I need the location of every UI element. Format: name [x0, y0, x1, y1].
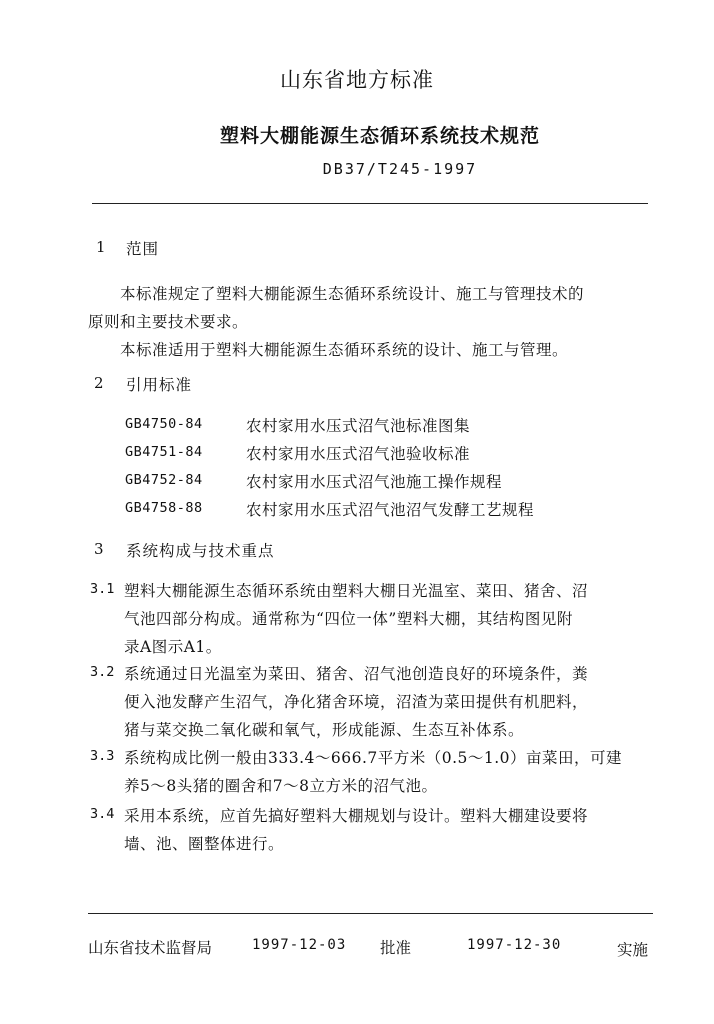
- clause-3-4-line-2: 墙、池、圈整体进行。: [124, 835, 285, 853]
- footer-effective-label: 实施: [617, 941, 649, 959]
- ref-4-title: 农村家用水压式沼气池沼气发酵工艺规程: [246, 501, 535, 519]
- clause-3-4-number: 3.4: [90, 806, 115, 822]
- ref-1-title: 农村家用水压式沼气池标准图集: [246, 417, 471, 435]
- footer-divider: [88, 913, 653, 914]
- section-1-para-1a: 本标准规定了塑料大棚能源生态循环系统设计、施工与管理技术的: [120, 285, 585, 303]
- issuing-agency: 山东省地方标准: [280, 68, 434, 92]
- clause-3-2-line-3: 猪与菜交换二氧化碳和氧气，形成能源、生态互补体系。: [124, 721, 525, 739]
- clause-3-3-number: 3.3: [90, 748, 115, 764]
- footer-approve-date: 1997-12-03: [252, 937, 347, 953]
- section-1-para-1b: 原则和主要技术要求。: [88, 313, 249, 331]
- clause-3-1-number: 3.1: [90, 581, 115, 597]
- footer-issuer: 山东省技术监督局: [88, 939, 213, 957]
- clause-3-4-line-1: 采用本系统，应首先搞好塑料大棚规划与设计。塑料大棚建设要将: [124, 807, 589, 825]
- section-2-number: 2: [94, 374, 104, 392]
- ref-3-code: GB4752-84: [125, 472, 203, 488]
- ref-2-title: 农村家用水压式沼气池验收标准: [246, 445, 471, 463]
- footer-effective-date: 1997-12-30: [467, 937, 562, 953]
- section-3-number: 3: [94, 540, 104, 558]
- ref-4-code: GB4758-88: [125, 500, 203, 516]
- standard-code: DB37/T245-1997: [322, 160, 478, 178]
- ref-2-code: GB4751-84: [125, 444, 203, 460]
- clause-3-2-line-2: 便入池发酵产生沼气，净化猪舍环境，沼渣为菜田提供有机肥料，: [124, 693, 589, 711]
- ref-1-code: GB4750-84: [125, 416, 203, 432]
- section-1-para-2: 本标准适用于塑料大棚能源生态循环系统的设计、施工与管理。: [120, 341, 569, 359]
- clause-3-3-line-2: 养5～8头猪的圈舍和7～8立方米的沼气池。: [124, 777, 438, 795]
- clause-3-1-line-2: 气池四部分构成。通常称为“四位一体”塑料大棚，其结构图见附: [124, 610, 573, 628]
- ref-3-title: 农村家用水压式沼气池施工操作规程: [246, 473, 503, 491]
- header-divider: [92, 203, 648, 204]
- standard-title: 塑料大棚能源生态循环系统技术规范: [219, 125, 540, 147]
- section-1-number: 1: [96, 238, 106, 256]
- section-2-title: 引用标准: [126, 376, 193, 394]
- clause-3-2-line-1: 系统通过日光温室为菜田、猪舍、沼气池创造良好的环境条件，粪: [124, 665, 589, 683]
- footer-approve-label: 批准: [380, 939, 412, 957]
- clause-3-1-line-1: 塑料大棚能源生态循环系统由塑料大棚日光温室、菜田、猪舍、沼: [124, 582, 589, 600]
- section-1-title: 范围: [126, 240, 160, 258]
- section-3-title: 系统构成与技术重点: [126, 542, 275, 560]
- clause-3-1-line-3: 录A图示A1。: [124, 638, 222, 656]
- clause-3-3-line-1: 系统构成比例一般由333.4～666.7平方米（0.5～1.0）亩菜田，可建: [124, 749, 623, 767]
- clause-3-2-number: 3.2: [90, 664, 115, 680]
